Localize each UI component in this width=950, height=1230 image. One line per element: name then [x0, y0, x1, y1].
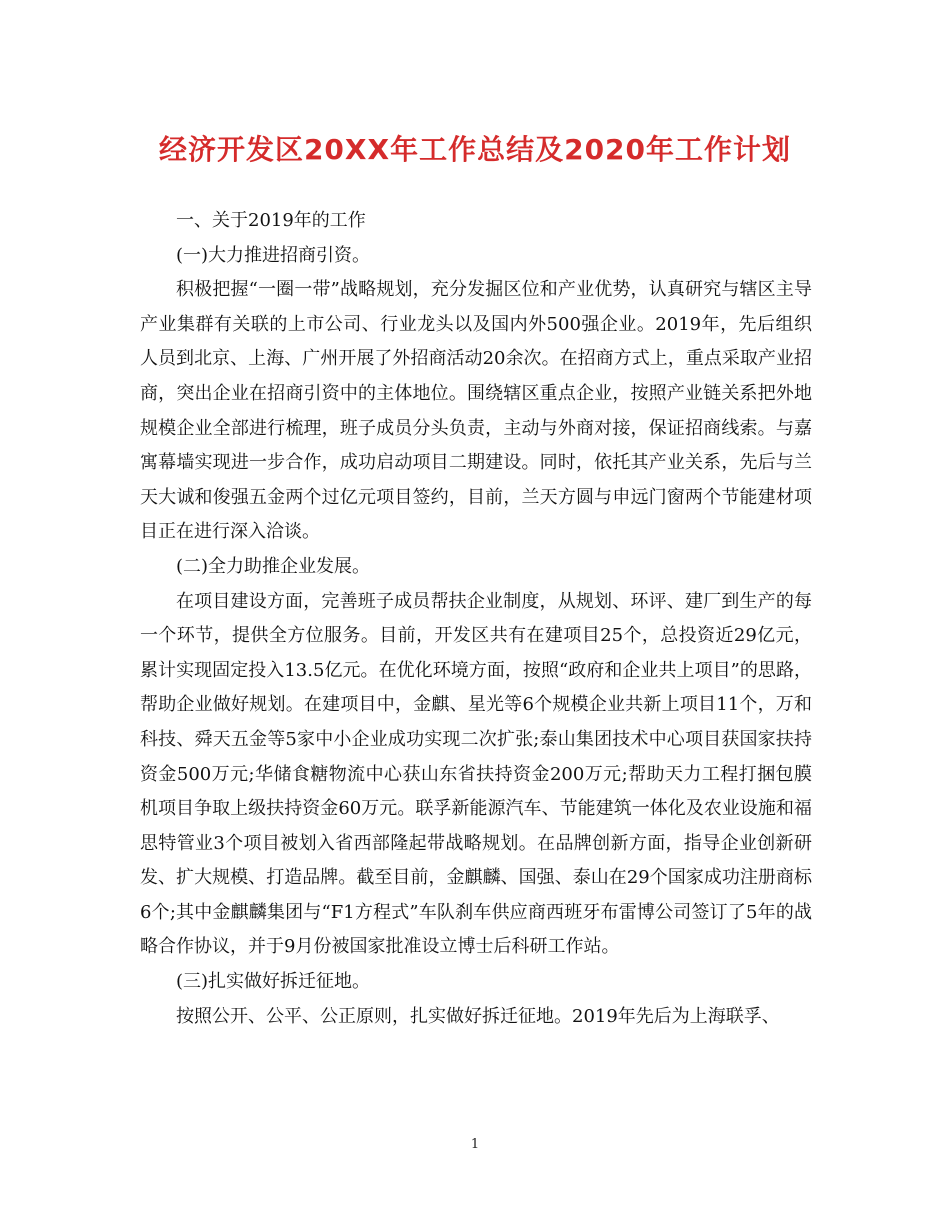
document-title: 经济开发区20XX年工作总结及2020年工作计划 — [158, 133, 792, 166]
subsection-heading: (三)扎实做好拆迁征地。 — [176, 971, 371, 993]
subsection-heading: (二)全力助推企业发展。 — [176, 555, 371, 577]
section-heading: 一、关于2019年的工作 — [176, 210, 366, 231]
body-paragraph: 在项目建设方面，完善班子成员帮扶企业制度，从规划、环评、建厂到生产的每一个环节，提供全方位服务。目前，开发区共有在建项目25个，总投资近29亿元，累计实现固定投入13.5亿元。在优化环境方面，按照“政府和企业共上项目”的思路，帮助企业做好规划。在建项目中，金麒、星光等6个规模企业共新上项目11个，万和科技、舜天五金等5家中小企业成功实现二次扩张;泰山集团技术中心项目获国家扶持资金500万元;华储食糖物流中心获山东省扶持资金200万元;帮助天力工程打捆包膜机项目争取上级扶持资金60万元。联孚新能源汽车、节能建筑一体化及农业设施和福思特管业3个项目被划入省西部隆起带战略规划。在品牌创新方面，指导企业创新研发、扩大规模、打造品牌。截至目前，金麒麟、国强、泰山在29个国家成功注册商标6个;其中金麒麟集团与“F1方程式”车队刹车供应商西班牙布雷博公司签订了5年的战略合作协议，并于9月份被国家批准设立博士后科研工作站。 — [140, 590, 812, 958]
body-paragraph: 积极把握“一圈一带”战略规划，充分发掘区位和产业优势，认真研究与辖区主导产业集群有关联的上市公司、行业龙头以及国内外500强企业。2019年，先后组织人员到北京、上海、广州开展了外招商活动20余次。在招商方式上，重点采取产业招商，突出企业在招商引资中的主体地位。围绕辖区重点企业，按照产业链关系把外地规模企业全部进行梳理，班子成员分头负责，主动与外商对接，保证招商线索。与嘉寓幕墙实现进一步合作，成功启动项目二期建设。同时，依托其产业关系，先后与兰天大诚和俊强五金两个过亿元项目签约，目前，兰天方圆与申远门窗两个节能建材项目正在进行深入洽谈。 — [140, 279, 812, 543]
body-paragraph: 按照公开、公平、公正原则，扎实做好拆迁征地。2019年先后为上海联孚、 — [176, 1005, 780, 1027]
document-body — [140, 204, 812, 1034]
page-number: 1 — [470, 1137, 480, 1152]
subsection-heading: (一)大力推进招商引资。 — [176, 244, 371, 266]
